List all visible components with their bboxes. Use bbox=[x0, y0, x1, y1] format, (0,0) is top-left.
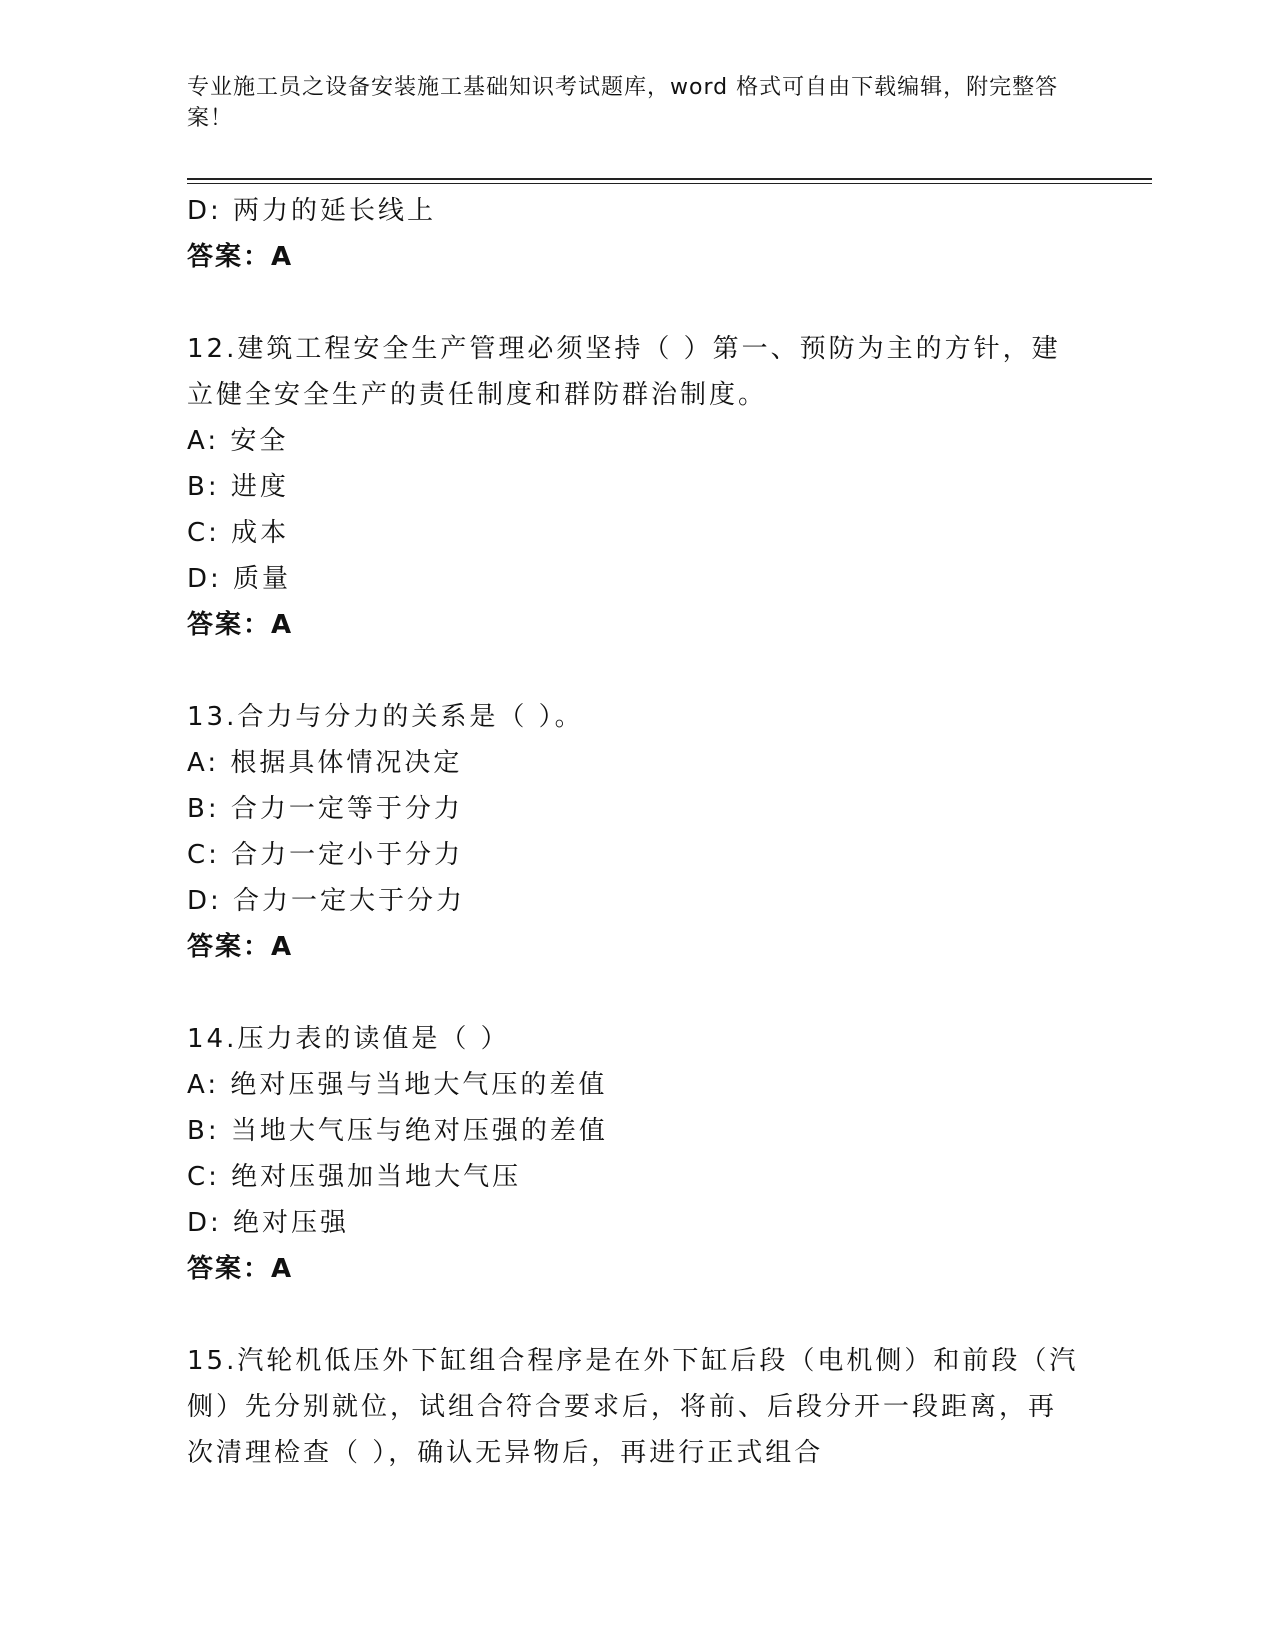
option-line: D: 合力一定大于分力 bbox=[187, 886, 466, 916]
question-content bbox=[187, 188, 1087, 1476]
question-line: 次清理检查（ ），确认无异物后，再进行正式组合 bbox=[187, 1438, 824, 1468]
option-line: B: 合力一定等于分力 bbox=[187, 794, 463, 824]
spacer bbox=[187, 648, 1087, 694]
question-line: 12.建筑工程安全生产管理必须坚持（ ）第一、预防为主的方针，建 bbox=[187, 334, 1061, 364]
answer-line: 答案：A bbox=[187, 610, 294, 640]
question-line: 13.合力与分力的关系是（ ）。 bbox=[187, 702, 584, 732]
option-line: A: 根据具体情况决定 bbox=[187, 748, 463, 778]
option-line: C: 成本 bbox=[187, 518, 290, 548]
option-line: B: 进度 bbox=[187, 472, 289, 502]
option-line: A: 绝对压强与当地大气压的差值 bbox=[187, 1070, 608, 1100]
spacer bbox=[187, 1292, 1087, 1338]
option-line: B: 当地大气压与绝对压强的差值 bbox=[187, 1116, 608, 1146]
answer-line: 答案：A bbox=[187, 242, 294, 272]
question-block bbox=[187, 1338, 1087, 1476]
question-block bbox=[187, 694, 1087, 970]
option-line: C: 合力一定小于分力 bbox=[187, 840, 464, 870]
question-block bbox=[187, 188, 1087, 280]
question-block bbox=[187, 326, 1087, 648]
question-line: 立健全安全生产的责任制度和群防群治制度。 bbox=[187, 380, 768, 410]
answer-line: 答案：A bbox=[187, 932, 294, 962]
document-header: 专业施工员之设备安装施工基础知识考试题库，word 格式可自由下载编辑，附完整答案！ bbox=[187, 75, 1059, 131]
question-line: 侧）先分别就位，试组合符合要求后，将前、后段分开一段距离，再 bbox=[187, 1392, 1058, 1422]
header-rule-thin bbox=[187, 183, 1152, 184]
option-line: A: 安全 bbox=[187, 426, 289, 456]
spacer bbox=[187, 280, 1087, 326]
header-rule-thick bbox=[187, 178, 1152, 180]
question-block bbox=[187, 1016, 1087, 1292]
option-line: C: 绝对压强加当地大气压 bbox=[187, 1162, 522, 1192]
spacer bbox=[187, 970, 1087, 1016]
answer-line: 答案：A bbox=[187, 1254, 294, 1284]
question-line: 15.汽轮机低压外下缸组合程序是在外下缸后段（电机侧）和前段（汽 bbox=[187, 1346, 1079, 1376]
option-line: D: 绝对压强 bbox=[187, 1208, 350, 1238]
option-line: D: 两力的延长线上 bbox=[187, 196, 437, 226]
question-line: 14.压力表的读值是（ ） bbox=[187, 1024, 510, 1054]
option-line: D: 质量 bbox=[187, 564, 292, 594]
